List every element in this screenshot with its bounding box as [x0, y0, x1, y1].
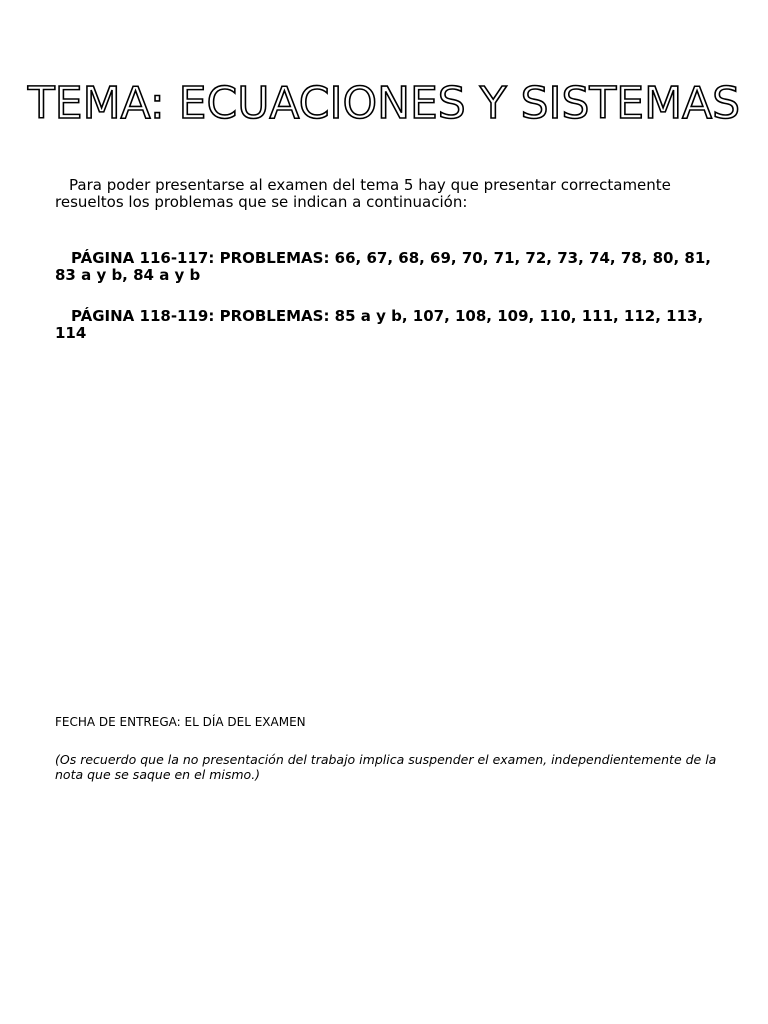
reminder-note: (Os recuerdo que la no presentación del trabajo implica suspender el examen, independientemente de la nota que se saque en el mismo.) [55, 752, 717, 782]
page-title: TEMA: ECUACIONES Y SISTEMAS [27, 78, 741, 129]
assignment-pages-118-119: PÁGINA 118-119: PROBLEMAS: 85 a y b, 107, 108, 109, 110, 111, 112, 113, 114 [55, 307, 704, 342]
intro-paragraph: Para poder presentarse al examen del tema 5 hay que presentar correctamente resueltos los problemas que se indican a continuación: [55, 176, 671, 211]
deadline-text: FECHA DE ENTREGA: EL DÍA DEL EXAMEN [55, 715, 306, 729]
assignment-pages-116-117: PÁGINA 116-117: PROBLEMAS: 66, 67, 68, 69, 70, 71, 72, 73, 74, 78, 80, 81, 83 a y b, 84 a y b [55, 249, 711, 284]
